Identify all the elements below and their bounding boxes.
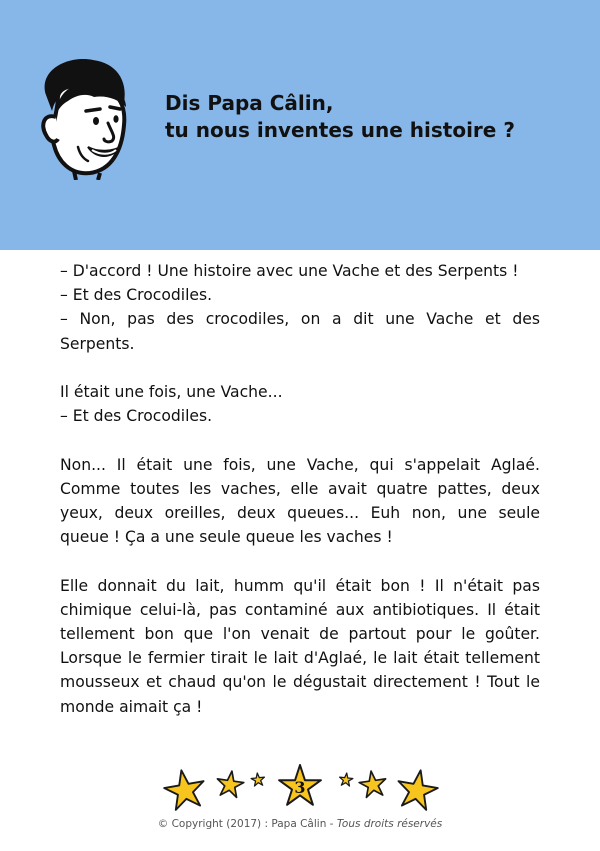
copyright-rights: Tous droits réservés: [336, 818, 443, 830]
dialogue-line: – Et des Crocodiles.: [60, 286, 213, 305]
page-number-stars: [155, 758, 445, 818]
copyright-notice: [0, 818, 600, 830]
copyright-prefix: © Copyright (2017) : Papa Câlin -: [157, 818, 337, 830]
dialogue-line: – Et des Crocodiles.: [60, 407, 213, 426]
title-line-2: tu nous inventes une histoire ?: [165, 118, 515, 142]
star-icon: [251, 772, 266, 786]
dialogue-line: – Non, pas des crocodiles, on a dit une Vache et des Serpents.: [60, 310, 540, 353]
story-line: Il était une fois, une Vache...: [60, 383, 283, 401]
dialogue-line: – D'accord ! Une histoire avec une Vache et des Serpents !: [60, 262, 519, 280]
title-line-1: Dis Papa Câlin,: [165, 91, 334, 115]
page-number: 3: [294, 778, 306, 797]
story-text: [60, 259, 540, 719]
star-icon: [358, 769, 388, 798]
page-title: [165, 90, 515, 144]
header-banner: [0, 0, 600, 250]
story-paragraph: Elle donnait du lait, humm qu'il était bon ! Il n'était pas chimique celui-là, pas contaminé aux antibiotiques. Il était tellement bon que l'on venait de partout pour le goûter. Lorsque le fermier tirait le lait d'Aglaé, le lait était tellement mousseux et chaud qu'on le dégustait directement ! Tout le monde aimait ça !: [60, 576, 540, 716]
star-icon: [162, 767, 208, 811]
papa-calin-face-icon: [28, 55, 138, 180]
star-icon: [339, 772, 354, 786]
star-icon: [215, 769, 245, 798]
star-icon: [394, 767, 440, 811]
story-paragraph: Non... Il était une fois, une Vache, qui s'appelait Aglaé. Comme toutes les vaches, elle avait quatre pattes, deux yeux, deux oreilles, deux queues... Euh non, une seule queue ! Ça a une seule queue les vaches !: [60, 455, 540, 547]
